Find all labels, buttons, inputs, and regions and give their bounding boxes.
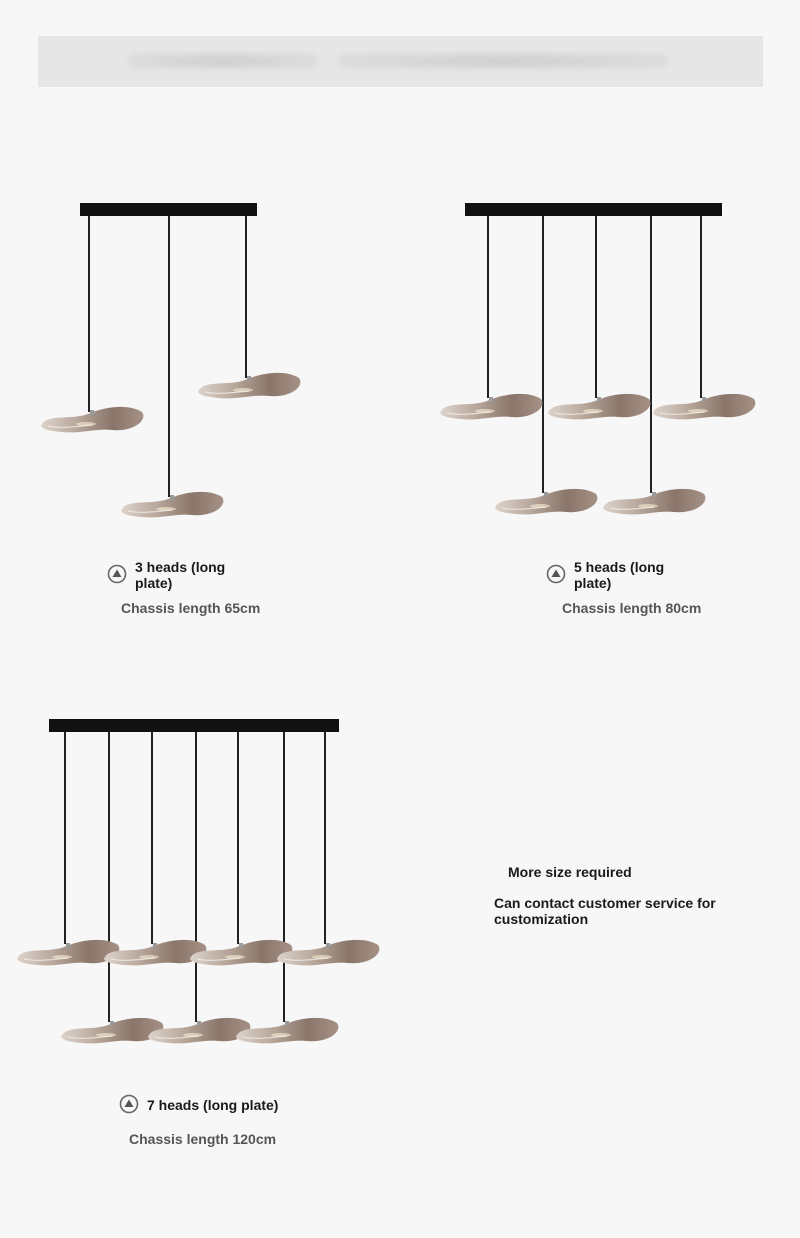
chassis-bar (80, 203, 257, 216)
product-chassis-length: Chassis length 65cm (121, 600, 261, 616)
product-title: 7 heads (long plate) (147, 1097, 279, 1113)
triangle-up-circle-icon (107, 564, 127, 584)
chassis-bar (465, 203, 722, 216)
triangle-up-circle-icon (119, 1094, 139, 1114)
lamp-group-5-heads (440, 203, 755, 514)
triangle-up-circle-icon (546, 564, 566, 584)
product-title: 3 heads (long plate) (135, 559, 226, 591)
customization-note: Can contact customer service for customization (494, 895, 716, 927)
product-title: 5 heads (long plate) (574, 559, 665, 591)
more-size-heading: More size required (508, 864, 632, 880)
lamp-group-3-heads (41, 203, 300, 517)
chassis-bar (49, 719, 339, 732)
product-chassis-length: Chassis length 120cm (129, 1131, 277, 1147)
lamp-group-7-heads (17, 719, 379, 1043)
product-chassis-length: Chassis length 80cm (562, 600, 702, 616)
